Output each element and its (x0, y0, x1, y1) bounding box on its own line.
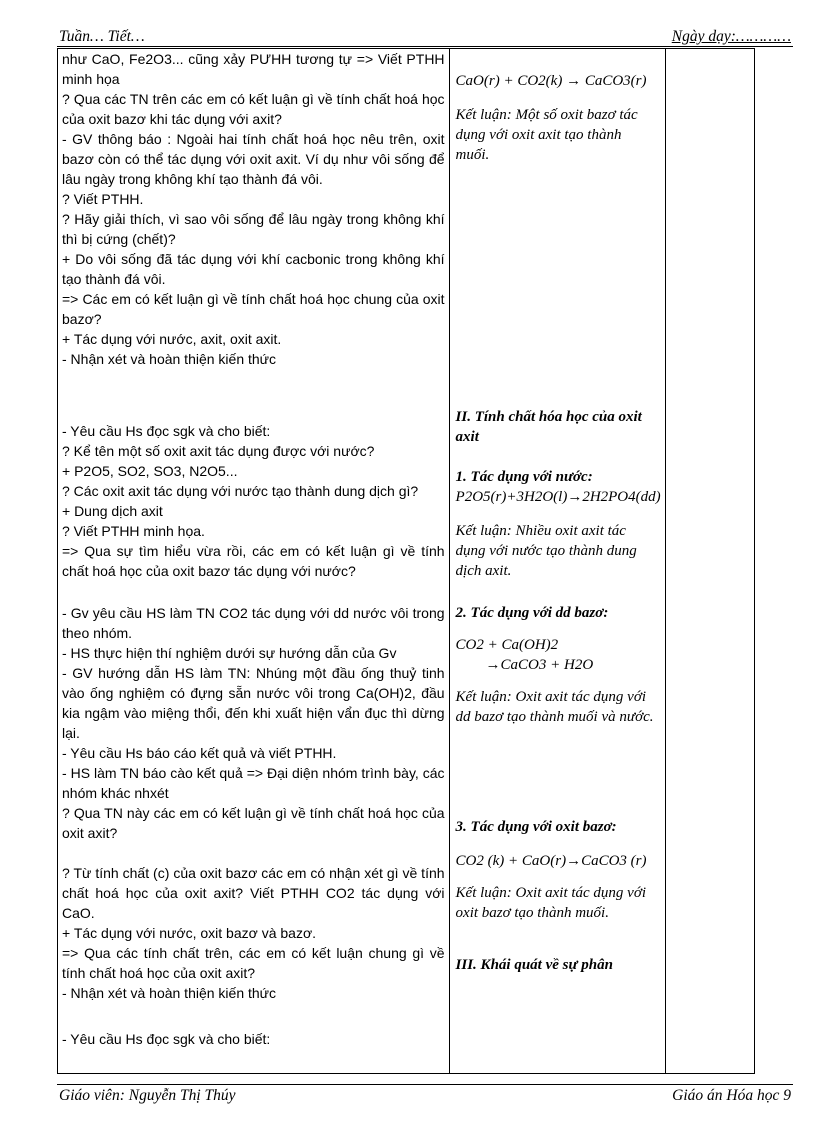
paragraph: - HS làm TN báo cào kết quả => Đại diện nhóm trình bày, các nhóm khác nhxét (62, 765, 445, 801)
subheading: 1. Tác dụng với nước: (455, 469, 593, 485)
paragraph: ? Hãy giải thích, vì sao vôi sống để lâu ngày trong không khí thì bị cứng (chết)? (62, 211, 445, 247)
section-heading: II. Tính chất hóa học của oxit axit (455, 409, 642, 445)
equation: P2O5(r)+3H2O(l)→2H2PO4(dd) (455, 489, 661, 505)
paragraph: ? Kể tên một số oxit axit tác dụng được với nước? (62, 443, 375, 459)
paragraph: - Gv yêu cầu HS làm TN CO2 tác dụng với dd nước vôi trong theo nhóm. (62, 605, 445, 641)
paragraph: ? Viết PTHH. (62, 191, 144, 207)
header-teaching-date: Ngày dạy:………… (671, 28, 791, 45)
paragraph: - Yêu cầu Hs đọc sgk và cho biết: (62, 1031, 271, 1047)
lesson-table (57, 48, 755, 1074)
section-heading: III. Khái quát về sự phân (455, 957, 613, 973)
page-header (57, 26, 793, 47)
paragraph: - Nhận xét và hoàn thiện kiến thức (62, 351, 277, 367)
equation: CO2 + Ca(OH)2 (455, 637, 559, 653)
paragraph: + Tác dụng với nước, axit, oxit axit. (62, 331, 282, 347)
conclusion: Kết luận: Oxit axit tác dụng với oxit bazơ tạo thành muối. (455, 885, 647, 921)
paragraph: - GV hướng dẫn HS làm TN: Nhúng một đầu ống thuỷ tinh vào ống nghiệm có đựng sẵn nước vôi trong Ca(OH)2, đầu kia ngậm vào miệng thổi, đến khi xuất hiện vẩn đục thì dừng lại. (62, 665, 445, 741)
paragraph: - HS thực hiện thí nghiệm dưới sự hướng dẫn của Gv (62, 645, 397, 661)
equation: CaO(r) + CO2(k) → CaCO3(r) (455, 73, 647, 89)
teacher-activity-column (58, 49, 450, 1074)
paragraph: ? Qua các TN trên các em có kết luận gì về tính chất hoá học của oxit bazơ khi tác dụng với axit? (62, 91, 445, 127)
notes-column (665, 49, 754, 1074)
content-column (449, 49, 665, 1074)
conclusion: Kết luận: Oxit axit tác dụng với dd bazơ tạo thành muối và nước. (455, 689, 654, 725)
paragraph: => Qua sự tìm hiểu vừa rồi, các em có kết luận gì về tính chất hoá học của oxit bazơ tác dụng với nước? (62, 543, 445, 579)
paragraph: + Dung dịch axit (62, 503, 163, 519)
footer-lesson-plan-title: Giáo án Hóa học 9 (672, 1087, 791, 1104)
paragraph: => Qua các tính chất trên, các em có kết luận chung gì về tính chất hoá học của oxit axit? (62, 945, 445, 981)
paragraph: ? Qua TN này các em có kết luận gì về tính chất hoá học của oxit axit? (62, 805, 445, 841)
conclusion: Kết luận: Nhiều oxit axit tác dụng với nước tạo thành dung dịch axit. (455, 523, 637, 579)
paragraph: + P2O5, SO2, SO3, N2O5... (62, 463, 238, 479)
paragraph: ? Từ tính chất (c) của oxit bazơ các em có nhận xét gì về tính chất hoá học của oxit axit? Viết PTHH CO2 tác dụng với CaO. (62, 865, 445, 921)
footer-teacher-name: Giáo viên: Nguyễn Thị Thúy (59, 1087, 236, 1104)
paragraph: - Yêu cầu Hs đọc sgk và cho biết: (62, 423, 271, 439)
paragraph: - Nhận xét và hoàn thiện kiến thức (62, 985, 277, 1001)
paragraph: + Tác dụng với nước, oxit bazơ và bazơ. (62, 925, 317, 941)
subheading: 3. Tác dụng với oxit bazơ: (455, 819, 617, 835)
page-footer (57, 1084, 793, 1107)
subheading: 2. Tác dụng với dd bazơ: (455, 605, 609, 621)
equation: CO2 (k) + CaO(r)→CaCO3 (r) (455, 853, 647, 869)
paragraph: ? Các oxit axit tác dụng với nước tạo thành dung dịch gì? (62, 483, 419, 499)
paragraph: => Các em có kết luận gì về tính chất hoá học chung của oxit bazơ? (62, 291, 445, 327)
paragraph: ? Viết PTHH minh họa. (62, 523, 205, 539)
conclusion: Kết luận: Một số oxit bazơ tác dụng với oxit axit tạo thành muối. (455, 107, 638, 163)
paragraph: - GV thông báo : Ngoài hai tính chất hoá học nêu trên, oxit bazơ còn có thể tác dụng với oxit axit. Ví dụ như vôi sống để lâu ngày trong không khí tạo thành đá vôi. (62, 131, 445, 187)
paragraph: + Do vôi sống đã tác dụng với khí cacbonic trong không khí tạo thành đá vôi. (62, 251, 445, 287)
header-week-lesson: Tuần… Tiết… (59, 28, 145, 45)
paragraph: như CaO, Fe2O3... cũng xảy PƯHH tương tự => Viết PTHH minh họa (62, 51, 445, 87)
paragraph: - Yêu cầu Hs báo cáo kết quả và viết PTHH. (62, 745, 337, 761)
equation: →CaCO3 + H2O (485, 657, 594, 673)
